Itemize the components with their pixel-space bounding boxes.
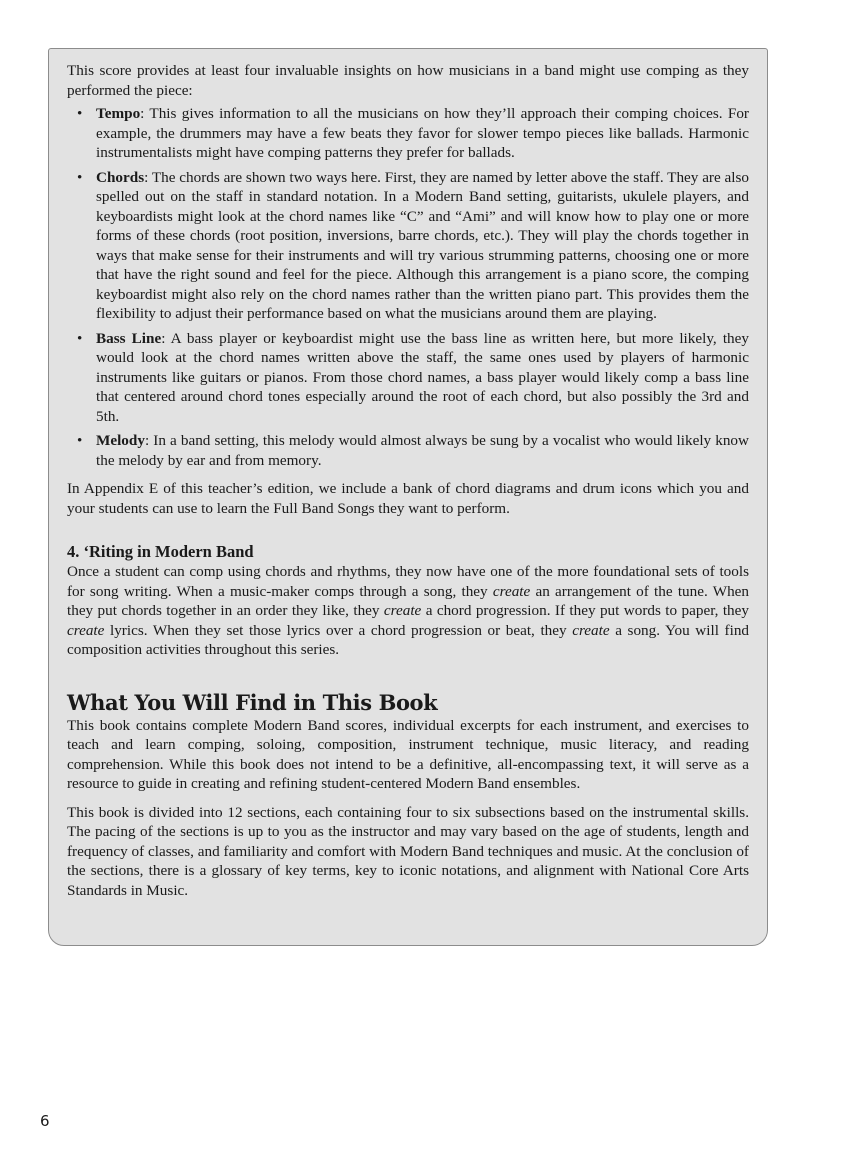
text-run: a chord progression. If they put words to paper, they (421, 602, 749, 619)
emphasis: create (492, 582, 531, 600)
term-text: : A bass player or keyboardist might use the bass line as written here, but more likely, they would look at the chord names written above the staff, the same ones used by players of harmonic instruments like guitars or pianos. From those chord names, a bass player would likely comp a bass line that centered around chord tones especially around the root of each chord, but also possibly the 3rd and 5th. (96, 329, 749, 425)
emphasis: create (383, 602, 422, 619)
section-heading: What You Will Find in This Book (67, 689, 438, 715)
term-label: Chords (96, 168, 145, 186)
term-label: Tempo (96, 105, 141, 122)
book-paragraph-2: This book is divided into 12 sections, each containing four to six subsections based on the instrumental skills. The pacing of the sections is up to you as the instructor and may vary based on the age of students, length and frequency of classes, and familiarity and comfort with Modern Band techniques and music. At the conclusion of the sections, there is a glossary of key terms, key to iconic notations, and alignment with National Core Arts Standards in Music. (67, 803, 749, 899)
list-item-tempo (67, 104, 749, 163)
bullet-icon: • (77, 432, 83, 449)
text-run: lyrics. When they set those lyrics over a chord progression or beat, they (104, 621, 573, 639)
term-text: : The chords are shown two ways here. First, they are named by letter above the staff. They are also spelled out on the staff in standard notation. In a Modern Band setting, guitarists, ukulele players, and keyboardists might look at the chord names like “C” and “Ami” and will know how to play one or more forms of these chords (root position, inversions, barre chords, etc.). They will play the chords together in ways that make sense for their instruments and will try various strumming patterns, choosing one or more that have the right sound and feel for the piece. Although this arrangement is a piano score, the comping keyboardist might also rely on the chord names rather than the written piano part. This provides them the flexibility to adjust their performance based on what the musicians around them are playing. (96, 168, 749, 322)
bullet-icon: • (77, 105, 83, 122)
text-run: an arrangement of the tune. When they put chords together in an order they like, they (67, 582, 749, 619)
text-run: Once a student can comp using chords and rhythms, they now have one of the more foundational sets of tools for song writing. When a music-maker comps through a song, they (67, 563, 749, 600)
appendix-paragraph: In Appendix E of this teacher’s edition, we include a bank of chord diagrams and drum icons which you and your students can use to learn the Full Band Songs they want to perform. (67, 480, 749, 517)
page-number: 6 (40, 1112, 50, 1130)
list-item-chords (67, 168, 749, 324)
insights-list (67, 104, 749, 470)
term-label: Bass Line (96, 329, 162, 347)
term-text: : This gives information to all the musicians on how they’ll approach their comping choices. For example, the drummers may have a few beats they favor for slower tempo pieces like ballads. Harmonic instrumentalists might have comping patterns they prefer for ballads. (96, 105, 749, 161)
bullet-icon: • (77, 168, 83, 186)
text-run: a song. You will find composition activities throughout this series. (67, 621, 750, 658)
list-item-bass-line (67, 329, 749, 427)
intro-paragraph: This score provides at least four invaluable insights on how musicians in a band might use comping as they performed the piece: (67, 62, 749, 99)
bullet-icon: • (77, 329, 83, 347)
term-label: Melody (96, 432, 145, 449)
book-paragraph-1: This book contains complete Modern Band scores, individual excerpts for each instrument, and exercises to teach and learn comping, soloing, composition, instrument technique, music literacy, and reading comprehension. While this book does not intend to be a definitive, all-encompassing text, it will serve as a resource to guide in creating and refining student-centered Modern Band ensembles. (67, 716, 749, 792)
emphasis: create (67, 621, 105, 639)
list-item-melody (67, 431, 749, 470)
emphasis: create (572, 621, 610, 639)
riting-heading: 4. ‘Riting in Modern Band (67, 542, 254, 561)
term-text: : In a band setting, this melody would almost always be sung by a vocalist who would likely know the melody by ear and from memory. (96, 432, 749, 469)
content-panel (48, 48, 768, 946)
riting-paragraph (67, 562, 749, 660)
